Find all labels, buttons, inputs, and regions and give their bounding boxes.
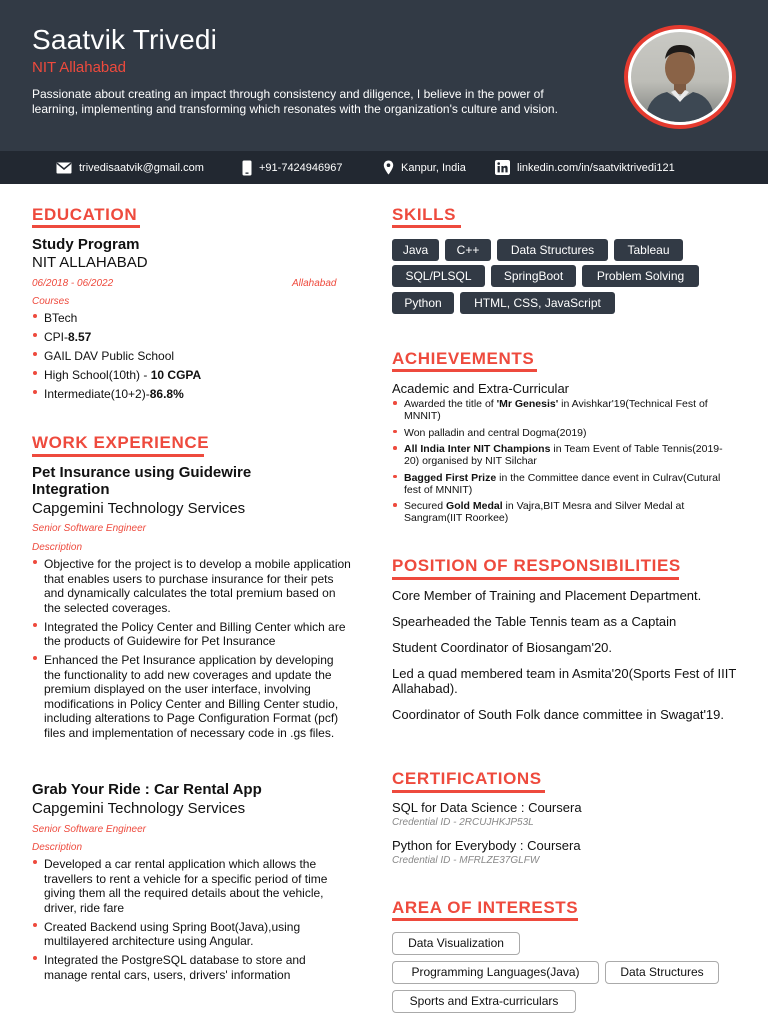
job-description-label: Description	[32, 542, 83, 553]
work-title: WORK EXPERIENCE	[32, 433, 210, 452]
candidate-name: Saatvik Trivedi	[32, 24, 218, 55]
certifications-title: CERTIFICATIONS	[392, 769, 542, 788]
job-role: Senior Software Engineer	[32, 523, 146, 534]
education-dates: 06/2018 - 06/2022	[32, 278, 114, 289]
resume-header	[0, 0, 768, 151]
interest-chip: Sports and Extra-curriculars	[392, 990, 576, 1013]
phone-icon	[242, 160, 252, 176]
job-role: Senior Software Engineer	[32, 824, 146, 835]
responsibility-item: Spearheaded the Table Tennis team as a Captain	[392, 614, 677, 629]
location-text: Kanpur, India	[401, 161, 466, 174]
skill-chip: Tableau	[614, 239, 683, 261]
email-icon	[56, 162, 72, 174]
location-pin-icon	[383, 160, 394, 175]
achievement-item: Secured Gold Medal in Vajra,BIT Mesra and Silver Medal at Sangram(IIT Roorkee)	[392, 500, 732, 524]
contact-bar	[0, 151, 768, 184]
education-courses-label: Courses	[32, 296, 70, 307]
person-silhouette-icon	[631, 32, 729, 122]
education-item: GAIL DAV Public School	[32, 349, 352, 364]
job-project: Grab Your Ride : Car Rental App	[32, 781, 262, 798]
profile-photo-frame	[624, 25, 736, 129]
skill-chip: C++	[445, 239, 491, 261]
interest-chip: Programming Languages(Java)	[392, 961, 599, 984]
job-company: Capgemini Technology Services	[32, 500, 246, 517]
certification-credential: Credential ID - MFRLZE37GLFW	[392, 855, 540, 866]
achievement-item: Won palladin and central Dogma(2019)	[392, 427, 732, 439]
achievements-rule	[392, 369, 537, 372]
skills-rule	[392, 225, 461, 228]
interest-chip: Data Visualization	[392, 932, 520, 955]
skill-chip: HTML, CSS, JavaScript	[460, 292, 615, 314]
education-list	[32, 311, 352, 402]
education-program: Study Program	[32, 236, 140, 253]
education-place: Allahabad	[292, 278, 337, 289]
skills-title: SKILLS	[392, 205, 457, 224]
certifications-rule	[392, 790, 545, 793]
linkedin-icon	[495, 160, 510, 175]
education-item: BTech	[32, 311, 352, 326]
responsibility-item: Student Coordinator of Biosangam'20.	[392, 640, 613, 655]
achievement-item: Bagged First Prize in the Committee dance event in Culrav(Cutural fest of MNNIT)	[392, 472, 732, 496]
responsibilities-title: POSITION OF RESPONSIBILITIES	[392, 556, 681, 575]
responsibility-item: Core Member of Training and Placement Department.	[392, 588, 702, 603]
responsibility-item: Led a quad membered team in Asmita'20(Sports Fest of IIIT Allahabad).	[392, 666, 737, 696]
job-points	[32, 557, 352, 740]
contact-phone[interactable]	[242, 151, 343, 184]
job-point: Created Backend using Spring Boot(Java),using multilayered architecture using Angular.	[32, 920, 352, 949]
job-description-label: Description	[32, 842, 83, 853]
profile-photo	[631, 32, 729, 122]
interests-title: AREA OF INTERESTS	[392, 898, 579, 917]
job-point: Integrated the Policy Center and Billing Center which are the products of Guidewire for Pet Insurance	[32, 620, 352, 649]
job-company: Capgemini Technology Services	[32, 800, 246, 817]
education-title: EDUCATION	[32, 205, 138, 224]
candidate-school: NIT Allahabad	[32, 59, 126, 76]
achievements-subtitle: Academic and Extra-Curricular	[392, 381, 570, 396]
job-project: Pet Insurance using Guidewire Integration	[32, 464, 252, 498]
contact-linkedin[interactable]	[495, 151, 675, 184]
job-point: Developed a car rental application which allows the travellers to rent a vehicle for a specific period of time giving them all the required details about the vehicle, driver, ride fare	[32, 857, 352, 915]
candidate-summary: Passionate about creating an impact through consistency and diligence, I believe in the power of learning, implementing and transforming which resonates with the organization's culture and vision.	[32, 87, 558, 116]
achievements-title: ACHIEVEMENTS	[392, 349, 535, 368]
certification-name: Python for Everybody : Coursera	[392, 838, 581, 853]
responsibilities-rule	[392, 577, 679, 580]
interest-chip: Data Structures	[605, 961, 719, 984]
education-rule	[32, 225, 140, 228]
skill-chip: Python	[392, 292, 454, 314]
job-point: Objective for the project is to develop a mobile application that enables users to purchase insurance for their pets and dynamically calculates the total premium based on the selected coverages.	[32, 557, 352, 615]
interests-rule	[392, 918, 578, 921]
education-institute: NIT ALLAHABAD	[32, 254, 148, 271]
phone-text: +91-7424946967	[259, 161, 343, 174]
education-item: CPI-8.57	[32, 330, 352, 345]
achievement-item: All India Inter NIT Champions in Team Event of Table Tennis(2019-20) organised by NIT Silchar	[392, 443, 732, 467]
work-rule	[32, 454, 204, 457]
education-item: Intermediate(10+2)-86.8%	[32, 387, 352, 402]
contact-location	[383, 151, 466, 184]
skill-chip: SpringBoot	[491, 265, 576, 287]
skill-chip: Data Structures	[497, 239, 608, 261]
job-point: Integrated the PostgreSQL database to store and manage rental cars, users, drivers' information	[32, 953, 352, 982]
skill-chip: Problem Solving	[582, 265, 699, 287]
responsibility-item: Coordinator of South Folk dance committee in Swagat'19.	[392, 707, 724, 722]
certification-name: SQL for Data Science : Coursera	[392, 800, 582, 815]
achievements-list	[392, 398, 732, 524]
linkedin-text: linkedin.com/in/saatviktrivedi121	[517, 161, 675, 174]
job-points	[32, 857, 352, 982]
certification-credential: Credential ID - 2RCUJHKJP53L	[392, 817, 534, 828]
achievement-item: Awarded the title of 'Mr Genesis' in Avishkar'19(Technical Fest of MNNIT)	[392, 398, 732, 422]
job-point: Enhanced the Pet Insurance application by developing the functionality to add new coverages and update the premium displayed on the user interface, involving modifications in Policy Center and Billing Center studio, including alterations to Page Configuration Format (pcf) files and implementation of necessary code in .gs files.	[32, 653, 352, 740]
education-item: High School(10th) - 10 CGPA	[32, 368, 352, 383]
skill-chip: SQL/PLSQL	[392, 265, 485, 287]
email-text: trivedisaatvik@gmail.com	[79, 161, 204, 174]
contact-email[interactable]	[56, 151, 204, 184]
skill-chip: Java	[392, 239, 439, 261]
